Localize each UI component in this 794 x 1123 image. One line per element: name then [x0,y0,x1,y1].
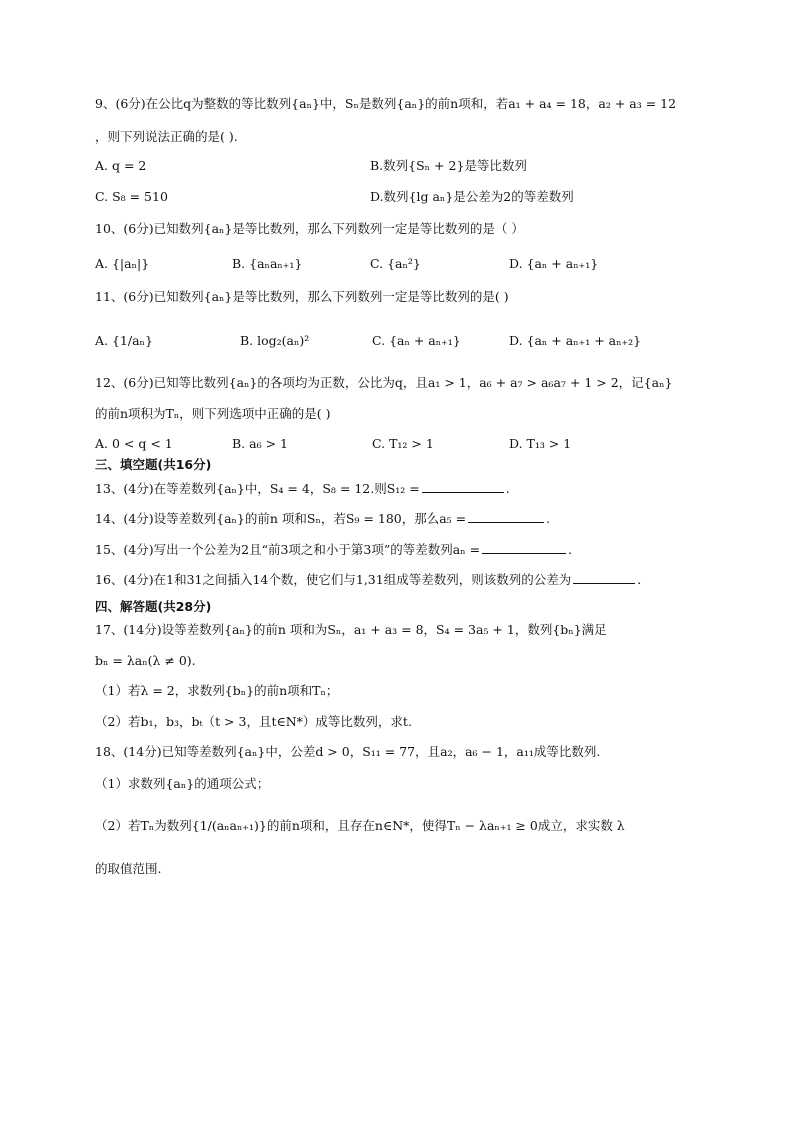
q17-part2: （2）若b₁，b₃，bₜ（t > 3，且t∈N*）成等比数列，求t. [95,714,412,729]
q18-part2: （2）若Tₙ为数列{1/(aₙaₙ₊₁)}的前n项和，且存在n∈N*，使得Tₙ − λaₙ₊₁ ≥ 0成立，求实数 λ [95,818,625,833]
q15-stem: 15、(4分)写出一个公差为2且“前3项之和小于第3项”的等差数列aₙ = . [95,542,573,557]
q9-stem-line1: 9、(6分)在公比q为整数的等比数列{aₙ}中，Sₙ是数列{aₙ}的前n项和，若a₁ + a₄ = 18，a₂ + a₃ = 12 [95,96,677,111]
q17-part1: （1）若λ = 2，求数列{bₙ}的前n项和Tₙ； [95,683,339,698]
q16-answer-blank[interactable] [573,582,635,584]
q12-option-b: B. a₆ > 1 [232,436,288,451]
section-answer-heading: 四、解答题(共28分) [95,599,212,614]
q12-option-c: C. T₁₂ > 1 [372,436,434,451]
q9-option-b: B.数列{Sₙ + 2}是等比数列 [370,158,527,173]
q10-option-a: A. {|aₙ|} [95,256,150,271]
q10-option-d: D. {aₙ + aₙ₊₁} [509,256,599,271]
q11-stem: 11、(6分)已知数列{aₙ}是等比数列，那么下列数列一定是等比数列的是( ) [95,289,509,304]
q15-answer-blank[interactable] [482,552,566,554]
q12-option-a: A. 0 < q < 1 [95,436,173,451]
q9-option-d: D.数列{lg aₙ}是公差为2的等差数列 [370,189,574,204]
q12-stem-line1: 12、(6分)已知等比数列{aₙ}的各项均为正数，公比为q，且a₁ > 1，a₆ + a₇ > a₆a₇ + 1 > 2，记{aₙ} [95,375,673,390]
q18-stem-line1: 18、(14分)已知等差数列{aₙ}中，公差d > 0，S₁₁ = 77，且a₂，a₆ − 1，a₁₁成等比数列. [95,744,601,759]
q9-stem-line2: ，则下列说法正确的是( ). [95,129,238,144]
q17-stem-line2: bₙ = λaₙ(λ ≠ 0). [95,653,196,668]
q10-option-c: C. {aₙ²} [370,256,421,271]
q12-stem-line2: 的前n项积为Tₙ，则下列选项中正确的是( ) [95,406,331,421]
q11-option-c: C. {aₙ + aₙ₊₁} [372,333,461,348]
q11-option-d: D. {aₙ + aₙ₊₁ + aₙ₊₂} [509,333,642,348]
q18-part2-end: 的取值范围. [95,861,162,876]
q13-stem: 13、(4分)在等差数列{aₙ}中，S₄ = 4，S₈ = 12.则S₁₂ = . [95,481,510,496]
q17-stem-line1: 17、(14分)设等差数列{aₙ}的前n 项和为Sₙ，a₁ + a₃ = 8，S₄ = 3a₅ + 1，数列{bₙ}满足 [95,622,607,637]
q9-option-a: A. q = 2 [95,158,147,173]
q10-option-b: B. {aₙaₙ₊₁} [232,256,303,271]
q11-option-b: B. log₂(aₙ)² [240,333,310,348]
q18-part1: （1）求数列{aₙ}的通项公式； [95,776,270,791]
q14-answer-blank[interactable] [468,521,544,523]
q10-stem: 10、(6分)已知数列{aₙ}是等比数列，那么下列数列一定是等比数列的是（ ） [95,221,524,236]
q11-option-a: A. {1/aₙ} [95,333,153,348]
q16-stem: 16、(4分)在1和31之间插入14个数，使它们与1,31组成等差数列，则该数列的公差为 . [95,572,642,587]
q12-option-d: D. T₁₃ > 1 [509,436,572,451]
q9-option-c: C. S₈ = 510 [95,189,168,204]
q14-stem: 14、(4分)设等差数列{aₙ}的前n 项和Sₙ，若S₉ = 180，那么a₅ = . [95,511,551,526]
q13-answer-blank[interactable] [422,491,504,493]
section-fill-in-heading: 三、填空题(共16分) [95,457,212,472]
